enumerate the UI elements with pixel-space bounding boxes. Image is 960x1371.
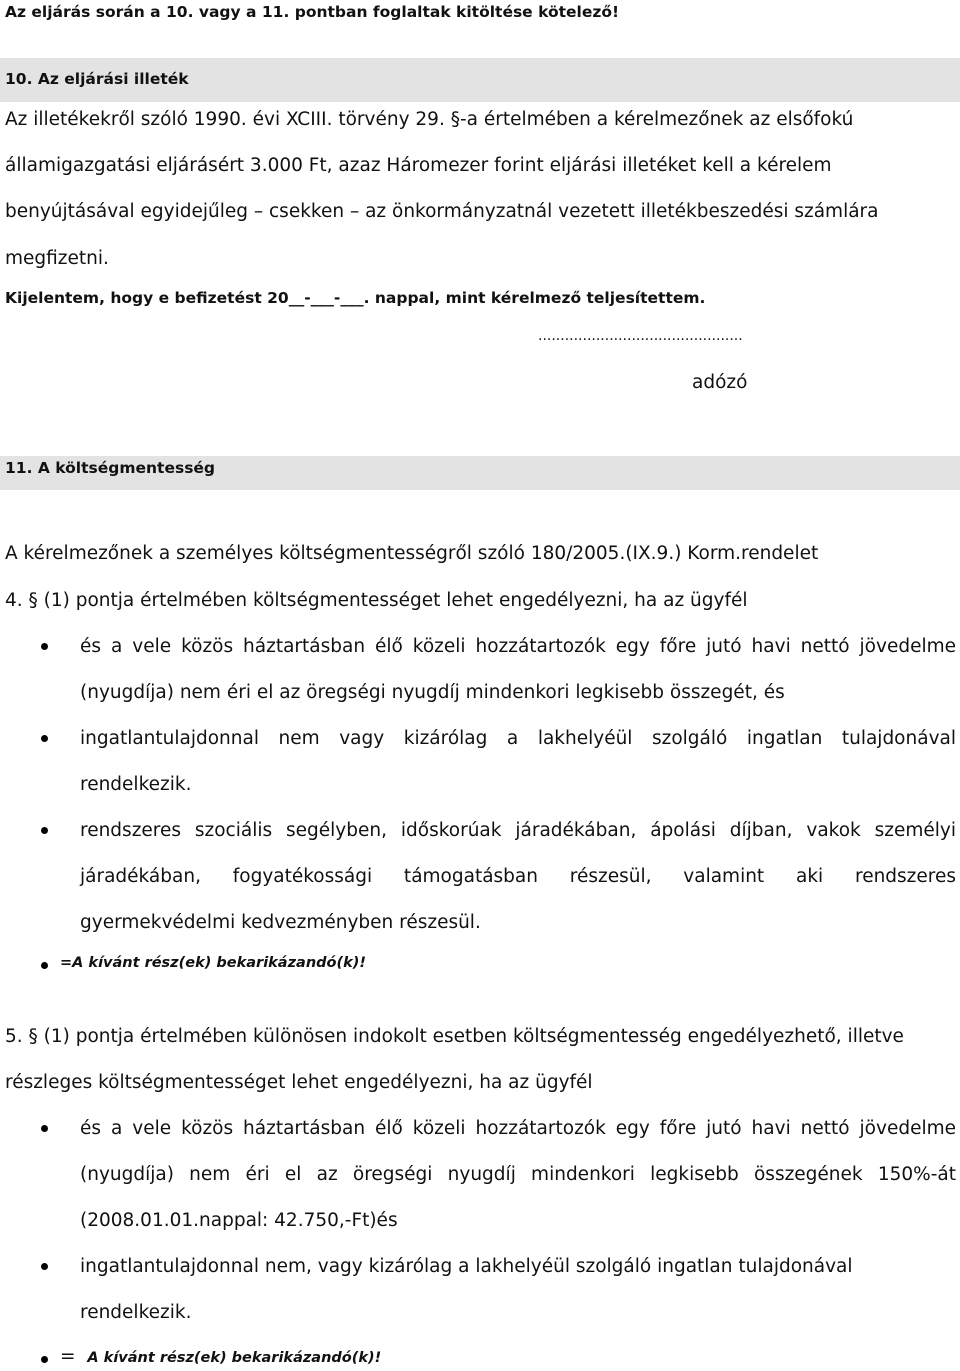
section-11-title: 11. A költségmentesség <box>5 459 216 477</box>
bullet-a2-line-1: ingatlantulajdonnal nem vagy kizárólag a lakhelyéül szolgáló ingatlan tulajdonával <box>80 728 956 749</box>
section-11-intro-line-1: A kérelmezőnek a személyes költségmentességről szóló 180/2005.(IX.9.) Korm.rendelet <box>5 543 819 564</box>
note-circle-parts-a: =A kívánt rész(ek) bekarikázandó(k)! <box>60 955 366 971</box>
note-circle-parts-b <box>60 1346 381 1367</box>
bullet-dot <box>41 827 48 834</box>
bullet-a2-line-2: rendelkezik. <box>80 774 192 795</box>
signature-line: .............................................. <box>538 328 743 344</box>
payment-declaration: Kijelentem, hogy e befizetést 20__-___-___. nappal, mint kérelmező teljesítettem. <box>5 289 706 307</box>
bullet-a3-line-1: rendszeres szociális segélyben, időskorúak járadékában, ápolási díjban, vakok személyi <box>80 820 956 841</box>
section-11-intro2-line-1: 5. § (1) pontja értelmében különösen indokolt esetben költségmentesség engedélyezhető, illetve <box>5 1026 904 1047</box>
bullet-b2-line-2: rendelkezik. <box>80 1302 192 1323</box>
section-10-para-line-1: Az illetékekről szóló 1990. évi XCIII. törvény 29. §-a értelmében a kérelmezőnek az elsőfokú <box>5 109 854 130</box>
bullet-b1-line-3: (2008.01.01.nappal: 42.750,-Ft)és <box>80 1210 398 1231</box>
note-b-text: A kívánt rész(ek) bekarikázandó(k)! <box>87 1350 382 1366</box>
section-10-para-line-4: megfizetni. <box>5 248 109 269</box>
bullet-b1-line-1: és a vele közös háztartásban élő közeli hozzátartozók egy főre jutó havi nettó jövedelme <box>80 1118 956 1139</box>
bullet-dot <box>41 735 48 742</box>
bullet-dot <box>41 1263 48 1270</box>
bullet-dot <box>41 1125 48 1132</box>
bullet-b1-line-2: (nyugdíja) nem éri el az öregségi nyugdíj mindenkori legkisebb összegének 150%-át <box>80 1164 956 1185</box>
section-10-para-line-2: államigazgatási eljárásért 3.000 Ft, azaz Háromezer forint eljárási illetéket kell a kérelem <box>5 155 832 176</box>
bullet-dot <box>41 1356 48 1363</box>
section-11-intro2-line-2: részleges költségmentességet lehet engedélyezni, ha az ügyfél <box>5 1072 593 1093</box>
bullet-a1-line-1: és a vele közös háztartásban élő közeli hozzátartozók egy főre jutó havi nettó jövedelme <box>80 636 956 657</box>
bullet-b2-line-1: ingatlantulajdonnal nem, vagy kizárólag a lakhelyéül szolgáló ingatlan tulajdonával <box>80 1256 853 1277</box>
bullet-dot <box>41 643 48 650</box>
notice-heading: Az eljárás során a 10. vagy a 11. pontban foglaltak kitöltése kötelező! <box>5 3 620 21</box>
section-10-title: 10. Az eljárási illeték <box>5 70 189 88</box>
bullet-a1-line-2: (nyugdíja) nem éri el az öregségi nyugdíj mindenkori legkisebb összegét, és <box>80 682 785 703</box>
bullet-a3-line-3: gyermekvédelmi kedvezményben részesül. <box>80 912 481 933</box>
section-11-intro-line-2: 4. § (1) pontja értelmében költségmentességet lehet engedélyezni, ha az ügyfél <box>5 590 748 611</box>
bullet-dot <box>41 962 48 969</box>
note-b-equals: = <box>60 1346 76 1367</box>
signature-label: adózó <box>692 372 748 393</box>
section-10-para-line-3: benyújtásával egyidejűleg – csekken – az önkormányzatnál vezetett illetékbeszedési számlára <box>5 201 879 222</box>
bullet-a3-line-2: járadékában, fogyatékossági támogatásban részesül, valamint aki rendszeres <box>80 866 956 887</box>
